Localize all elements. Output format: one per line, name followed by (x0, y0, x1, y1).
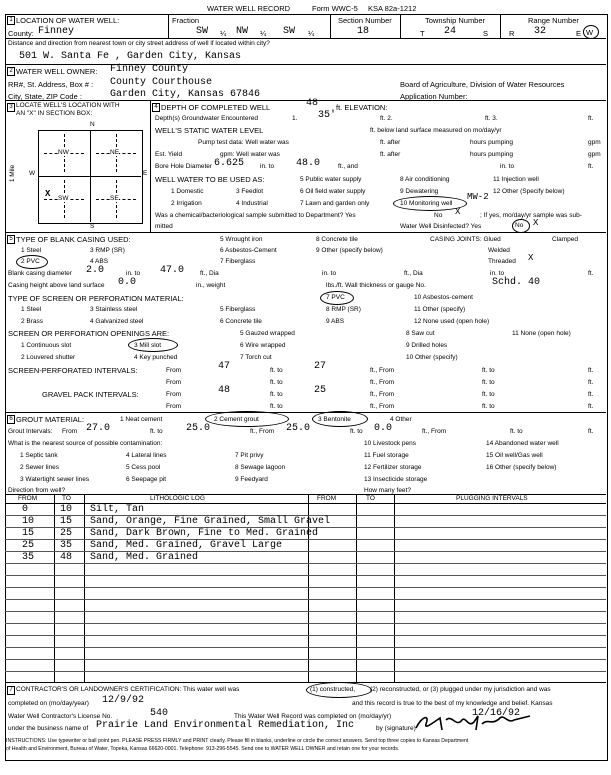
casing-diameter-label: Blank casing diameter (8, 270, 72, 277)
spi-to[interactable]: 27 (314, 361, 327, 372)
grout-3[interactable]: 3 Bentonite (318, 416, 351, 423)
gp-ft-from-2: ft., From (370, 403, 395, 410)
log-header-from: FROM (18, 495, 38, 502)
bore-in-to-2: in. to (500, 163, 515, 170)
log-to[interactable]: 15 (60, 516, 73, 527)
pump-hours-1: hours pumping (470, 139, 513, 146)
bore-label: Bore Hole Diameter (155, 163, 213, 170)
bore-ft-and: ft., and (338, 163, 358, 170)
record-true-label: and this record is true to the best of my knowledge and belief. Kansas (352, 700, 553, 707)
log-rule-line (5, 587, 606, 588)
form-frame (5, 14, 608, 761)
source-12[interactable]: 12 Fertilizer storage (364, 464, 422, 471)
signature-image (412, 710, 542, 734)
disinfected-no: No (515, 222, 524, 229)
depth-label: DEPTH OF COMPLETED WELL (161, 103, 271, 112)
license-number[interactable]: 540 (150, 708, 169, 719)
screen-7[interactable]: 7 PVC (326, 294, 345, 301)
form-title: WATER WELL RECORD (207, 4, 291, 13)
pump-test-label: Pump test data: Well water was (198, 139, 289, 146)
spi-ft-to-2: ft. to (482, 367, 495, 374)
opening-3[interactable]: 3 Mill slot (134, 342, 162, 349)
pump-ft-after-1: ft. after (380, 139, 401, 146)
city-value[interactable]: Garden City, Kansas 67846 (110, 89, 261, 100)
record-completed-date[interactable]: 12/16/92 (472, 708, 521, 719)
casing-ft-dia-2: ft., Dia (404, 270, 423, 277)
bore-diameter[interactable]: 6.625 (214, 158, 245, 169)
section-4-number: 4 (152, 103, 160, 112)
log-from[interactable]: 35 (22, 552, 35, 563)
use-8[interactable]: 8 Air conditioning (400, 176, 450, 183)
spi-ft-end-2: ft. (588, 379, 594, 386)
disinfected-label: Water Well Disinfected? Yes (400, 223, 482, 230)
grout-from-2[interactable]: 25.0 (286, 423, 311, 434)
pump-gpm-2: gpm (588, 151, 601, 158)
grout-to[interactable]: 25.0 (186, 423, 211, 434)
use-9[interactable]: 9 Dewatering (400, 188, 439, 195)
joints-threaded[interactable]: Threaded (488, 258, 516, 265)
joints-label: CASING JOINTS: Glued (430, 236, 501, 243)
gp-from[interactable]: 48 (218, 385, 231, 396)
grout-intervals-label: Grout Intervals: (8, 428, 53, 435)
source-15[interactable]: 15 Oil well/Gas well (486, 452, 543, 459)
log-from[interactable]: 25 (22, 540, 35, 551)
form-number: Form WWC-5 (312, 4, 358, 13)
log-to[interactable]: 48 (60, 552, 73, 563)
quarter-1: ¼ (220, 29, 227, 38)
chem-tail: ; If yes, mo/day/yr sample was sub- (480, 212, 582, 219)
bore-ft-2: ft. (588, 163, 594, 170)
township-value[interactable]: 24 (444, 26, 457, 37)
groundwater-3-label: ft. 3. (485, 115, 498, 122)
screen-10[interactable]: 10 Asbestos-cement (414, 294, 473, 301)
city-label: City, State, ZIP Code : (8, 92, 82, 101)
log-rule-line (5, 599, 606, 600)
log-description[interactable]: Sand, Med. Grained (90, 552, 199, 563)
section-7-number: 7 (7, 686, 15, 695)
groundwater-1-label: 1. (292, 115, 298, 122)
monitoring-well-id[interactable]: MW-2 (467, 192, 489, 202)
screen-8[interactable]: 8 RMP (SR) (326, 306, 361, 313)
grout-from[interactable]: 27.0 (86, 423, 111, 434)
casing-7[interactable]: 7 Fiberglass (220, 258, 256, 265)
gp-ft-to: ft. to (270, 391, 283, 398)
casing-in-to-2: in. to (322, 270, 337, 277)
gravel-pack-label: GRAVEL PACK INTERVALS: (42, 390, 139, 399)
screen-3[interactable]: 3 Stainless steel (90, 306, 138, 313)
log-from[interactable]: 10 (22, 516, 35, 527)
opening-6[interactable]: 6 Wire wrapped (240, 342, 286, 349)
casing-8[interactable]: 8 Concrete tile (316, 236, 358, 243)
spi-from-label: From (166, 367, 182, 374)
casing-height[interactable]: 0.0 (118, 277, 137, 288)
bore-to[interactable]: 48.0 (296, 158, 321, 169)
log-rule-line (5, 563, 606, 564)
casing-height-label: Casing height above land surface (8, 282, 105, 289)
section-2-number: 2 (7, 67, 15, 76)
how-many-feet-label: How many feet? (364, 487, 411, 494)
joints-welded[interactable]: Welded (488, 247, 510, 254)
well-location-x[interactable]: X (45, 189, 51, 199)
locate-heading-2: AN "X" IN SECTION BOX: (16, 110, 93, 117)
section-label: Section Number (338, 16, 392, 25)
fraction-1[interactable]: SW (196, 26, 209, 37)
section-6-number: 6 (7, 415, 15, 424)
bore-in-to: in. to (260, 163, 275, 170)
casing-ft-end: ft. (588, 270, 594, 277)
log-to[interactable]: 35 (60, 540, 73, 551)
business-name[interactable]: Prairie Land Environmental Remediation, Inc (96, 720, 355, 731)
source-2[interactable]: 2 Sewer lines (20, 464, 60, 471)
log-rule-line (5, 575, 606, 576)
casing-3[interactable]: 3 RMP (SR) (90, 247, 125, 254)
source-11[interactable]: 11 Fuel storage (364, 452, 409, 459)
openings-label: SCREEN OR PERFORATION OPENINGS ARE: (8, 329, 170, 338)
static-level-tail: ft. below land surface measured on mo/day/yr (370, 127, 502, 134)
contamination-label: What is the nearest source of possible contamination: (8, 440, 163, 447)
fraction-2[interactable]: NW (236, 26, 249, 37)
grout-ft-to-2: ft. to (350, 428, 363, 435)
grout-ft-to-3: ft. to (510, 428, 523, 435)
screen-9[interactable]: 9 ABS (326, 318, 345, 325)
section-value[interactable]: 18 (357, 26, 370, 37)
screen-4[interactable]: 4 Galvanized steel (90, 318, 144, 325)
grout-to-2[interactable]: 0.0 (374, 423, 393, 434)
groundwater-1-value[interactable]: 35' (318, 110, 337, 121)
static-level-label: WELL'S STATIC WATER LEVEL (155, 126, 264, 135)
casing-9[interactable]: 9 Other (specify below) (316, 247, 383, 254)
opening-4[interactable]: 4 Key punched (134, 354, 178, 361)
grout-heading: GROUT MATERIAL: (16, 415, 85, 424)
mile-label: 1 Mile (9, 164, 17, 183)
screen-2[interactable]: 2 Brass (21, 318, 44, 325)
groundwater-2-label: ft. 2. (380, 115, 393, 122)
screen-11[interactable]: 11 Other (specify) (414, 306, 466, 313)
log-header-to: TO (62, 495, 71, 502)
use-10[interactable]: 10 Monitoring well (400, 200, 453, 207)
instructions-line-2: of Health and Environment, Bureau of Water, Topeka, Kansas 66620-0001. Telephone: 913-296-5545. Send one to WATER WELL OWNER and retain one for your records. (6, 746, 400, 752)
use-11[interactable]: 11 Injection well (493, 176, 539, 183)
grout-ft-from: ft., From (250, 428, 275, 435)
casing-diameter[interactable]: 2.0 (86, 265, 105, 276)
plug-header-to: TO (366, 495, 375, 502)
source-10[interactable]: 10 Livestock pens (364, 440, 417, 447)
township-label: Township Number (425, 16, 486, 25)
use-label: WELL WATER TO BE USED AS: (155, 175, 265, 184)
gp-ft-end: ft. (588, 391, 594, 398)
ksa-number: KSA 82a-1212 (368, 4, 417, 13)
opening-11[interactable]: 11 None (open hole) (512, 330, 571, 337)
range-value[interactable]: 32 (534, 26, 547, 37)
grout-ft-to: ft. to (150, 428, 163, 435)
range-prefix: R (509, 29, 515, 38)
spi-ft-to-4: ft. to (482, 379, 495, 386)
opening-7[interactable]: 7 Torch cut (240, 354, 272, 361)
grout-ft-end: ft. (588, 428, 594, 435)
opening-10[interactable]: 10 Other (specify) (406, 354, 458, 361)
section-5-number: 5 (7, 235, 15, 244)
casing-5[interactable]: 5 Wrought iron (220, 236, 263, 243)
source-16[interactable]: 16 Other (specify below) (486, 464, 557, 471)
use-12[interactable]: 12 Other (Specify below) (493, 188, 565, 195)
pump-hours-2: hours pumping (470, 151, 513, 158)
gp-to[interactable]: 25 (314, 385, 327, 396)
pump-ft-after-2: ft. after (380, 151, 401, 158)
completed-label: completed on (mo/day/year) (8, 700, 89, 707)
spi-ft-from-2: ft., From (370, 379, 395, 386)
screen-6[interactable]: 6 Concrete tile (220, 318, 262, 325)
groundwater-label: Depth(s) Groundwater Encountered (155, 115, 258, 122)
range-east: E (576, 29, 582, 38)
log-description[interactable]: Silt, Tan (90, 504, 145, 515)
quadrant-ne: NE (110, 149, 120, 156)
opening-2[interactable]: 2 Louvered shutter (21, 354, 76, 361)
groundwater-ft: ft. (588, 115, 594, 122)
log-from[interactable]: 15 (22, 528, 35, 539)
screen-5[interactable]: 5 Fiberglass (220, 306, 256, 313)
disinfected-x[interactable]: X (533, 218, 539, 228)
screen-material-label: TYPE OF SCREEN OR PERFORATION MATERIAL: (8, 294, 184, 303)
casing-heading: TYPE OF BLANK CASING USED: (16, 235, 131, 244)
county-label: County: (8, 29, 34, 38)
quadrant-nw: NW (58, 149, 69, 156)
use-7[interactable]: 7 Lawn and garden only (300, 200, 370, 207)
plug-header-intervals: PLUGGING INTERVALS (456, 495, 528, 502)
instructions-line-1: INSTRUCTIONS: Use typewriter or ball point pen. PLEASE PRESS FIRMLY and PRINT clearly. Please fill in blanks, underline or circle the correct answers. Send top three copies to Kansas Department (6, 738, 469, 744)
log-rule-line (5, 659, 606, 660)
casing-2[interactable]: 2 PVC (21, 258, 40, 265)
locate-heading-1: LOCATE WELL'S LOCATION WITH (16, 102, 120, 109)
chem-no-x[interactable]: X (455, 207, 461, 217)
chem-sample-label: Was a chemical/bacteriological sample submitted to Department? Yes (155, 212, 356, 219)
signature-label: by (signature) (376, 725, 416, 732)
log-rule-line (5, 671, 606, 672)
chem-no[interactable]: No (434, 212, 443, 219)
log-description[interactable]: Sand, Dark Brown, Fine to Med. Grained (90, 528, 319, 539)
gp-ft-to-3: ft. to (270, 403, 283, 410)
compass-s: S (90, 223, 95, 230)
log-rule-line (5, 611, 606, 612)
source-14[interactable]: 14 Abandoned water well (486, 440, 559, 447)
source-13[interactable]: 13 Insecticide storage (364, 476, 428, 483)
use-3[interactable]: 3 Feedlot (236, 188, 264, 195)
certification-tail: (2) reconstructed, or (3) plugged under my jurisdiction and was (370, 686, 551, 693)
location-heading: LOCATION OF WATER WELL: (16, 16, 120, 25)
use-2[interactable]: 2 Irrigation (171, 200, 202, 207)
screen-1[interactable]: 1 Steel (21, 306, 42, 313)
est-yield-label: Est. Yield (155, 151, 183, 158)
casing-1[interactable]: 1 Steel (21, 247, 42, 254)
certification-label: CONTRACTOR'S OR LANDOWNER'S CERTIFICATION: This water well was (16, 686, 240, 693)
direction-label: Direction from well? (8, 487, 66, 494)
grout-4[interactable]: 4 Other (390, 416, 412, 423)
board-label: Board of Agriculture, Division of Water Resources (400, 80, 565, 89)
log-rule-line (5, 623, 606, 624)
range-west: W (586, 28, 594, 37)
county-value[interactable]: Finney (38, 26, 75, 37)
threaded-x[interactable]: X (528, 253, 534, 263)
casing-ft-dia: ft., Dia (200, 270, 219, 277)
grout-ft-from-2: ft., From (422, 428, 447, 435)
casing-gauge[interactable]: Schd. 40 (492, 277, 541, 288)
gp-ft-to-2: ft. to (482, 391, 495, 398)
spi-from-label-2: From (166, 379, 182, 386)
pump-gpm-1: gpm (588, 139, 601, 146)
quarter-2: ¼ (260, 29, 267, 38)
quarter-3: ¼ (308, 29, 315, 38)
casing-in-to: in. to (126, 270, 141, 277)
compass-w: W (29, 170, 36, 177)
distance-value[interactable]: 501 W. Santa Fe , Garden City, Kansas (19, 51, 242, 62)
casing-to[interactable]: 47.0 (160, 265, 185, 276)
application-label: Application Number: (400, 92, 468, 101)
source-9[interactable]: 9 Feedyard (235, 476, 268, 483)
grout-2[interactable]: 2 Cement grout (214, 416, 259, 423)
gp-ft-from: ft., From (370, 391, 395, 398)
business-label: under the business name of (8, 725, 89, 732)
owner-heading: WATER WELL OWNER: (16, 67, 98, 76)
log-from[interactable]: 0 (22, 504, 29, 515)
spi-from[interactable]: 47 (218, 361, 231, 372)
casing-4[interactable]: 4 ABS (90, 258, 109, 265)
source-8[interactable]: 8 Sewage lagoon (235, 464, 286, 471)
elevation-label: ft. ELEVATION: (336, 103, 388, 112)
log-rule-line (5, 635, 606, 636)
quadrant-se: SE (110, 195, 119, 202)
casing-weight-label: in., weight (196, 282, 226, 289)
source-7[interactable]: 7 Pit privy (235, 452, 264, 459)
range-label: Range Number (528, 16, 579, 25)
source-4[interactable]: 4 Lateral lines (126, 452, 167, 459)
source-6[interactable]: 6 Seepage pit (126, 476, 167, 483)
source-3[interactable]: 3 Watertight sewer lines (20, 476, 90, 483)
completed-date[interactable]: 12/9/92 (102, 695, 145, 706)
spi-ft-to-3: ft. to (270, 379, 283, 386)
use-5[interactable]: 5 Public water supply (300, 176, 362, 183)
log-to[interactable]: 10 (60, 504, 73, 515)
owner-value[interactable]: Finney County (110, 64, 189, 75)
license-label: Water Well Contractor's License No. (8, 713, 113, 720)
casing-in-to-3: in. to (490, 270, 505, 277)
opening-8[interactable]: 8 Saw cut (406, 330, 435, 337)
mitted-label: mitted (155, 223, 173, 230)
opening-1[interactable]: 1 Continuous slot (21, 342, 72, 349)
use-4[interactable]: 4 Industrial (236, 200, 268, 207)
spi-ft-end: ft. (588, 367, 594, 374)
gp-from-label-2: From (166, 403, 182, 410)
opening-9[interactable]: 9 Drilled holes (406, 342, 448, 349)
joints-clamped[interactable]: Clamped (552, 236, 579, 243)
constructed-option[interactable]: (1) constructed, (310, 686, 356, 693)
township-prefix: T (420, 29, 425, 38)
use-1[interactable]: 1 Domestic (171, 188, 204, 195)
gp-ft-to-4: ft. to (482, 403, 495, 410)
log-rule-line (5, 647, 606, 648)
gp-ft-end-2: ft. (588, 403, 594, 410)
log-to[interactable]: 25 (60, 528, 73, 539)
grout-from-label: From (62, 428, 78, 435)
log-description[interactable]: Sand, Orange, Fine Grained, Small Gravel (90, 516, 331, 527)
compass-n: N (90, 121, 95, 128)
spi-ft-to: ft. to (270, 367, 283, 374)
section-1-number: 1 (7, 16, 15, 25)
source-5[interactable]: 5 Cess pool (126, 464, 161, 471)
address-value[interactable]: County Courthouse (110, 77, 213, 88)
grout-1[interactable]: 1 Neat cement (120, 416, 163, 423)
use-6[interactable]: 6 Oil field water supply (300, 188, 366, 195)
quadrant-sw: SW (58, 195, 69, 202)
casing-6[interactable]: 6 Asbestos-Cement (220, 247, 277, 254)
section-3-number: 3 (7, 103, 15, 112)
fraction-3[interactable]: SW (283, 26, 296, 37)
distance-label: Distance and direction from nearest town or city street address of well if located within city? (8, 40, 270, 47)
log-description[interactable]: Sand, Med. Grained, Gravel Large (90, 540, 283, 551)
fraction-label: Fraction (172, 16, 200, 25)
source-1[interactable]: 1 Septic tank (20, 452, 58, 459)
screen-12[interactable]: 12 None used (open hole) (414, 318, 490, 325)
plug-header-from: FROM (317, 495, 337, 502)
gp-from-label: From (166, 391, 182, 398)
depth-value[interactable]: 48 (306, 98, 319, 109)
record-completed-label: This Water Well Record was completed on (mo/day/yr) (234, 713, 392, 720)
log-header-lithologic: LITHOLOGIC LOG (150, 495, 205, 502)
address-label: RR#, St. Address, Box # : (8, 80, 94, 89)
compass-e: E (143, 170, 148, 177)
opening-5[interactable]: 5 Gauzed wrapped (240, 330, 295, 337)
township-dir: S (483, 29, 489, 38)
spi-ft-from: ft., From (370, 367, 395, 374)
casing-lbs-label: lbs./ft. Wall thickness or gauge No. (326, 282, 426, 289)
est-yield-gpm: gpm: Well water was (220, 151, 280, 158)
spi-label: SCREEN-PERFORATED INTERVALS: (8, 366, 138, 375)
